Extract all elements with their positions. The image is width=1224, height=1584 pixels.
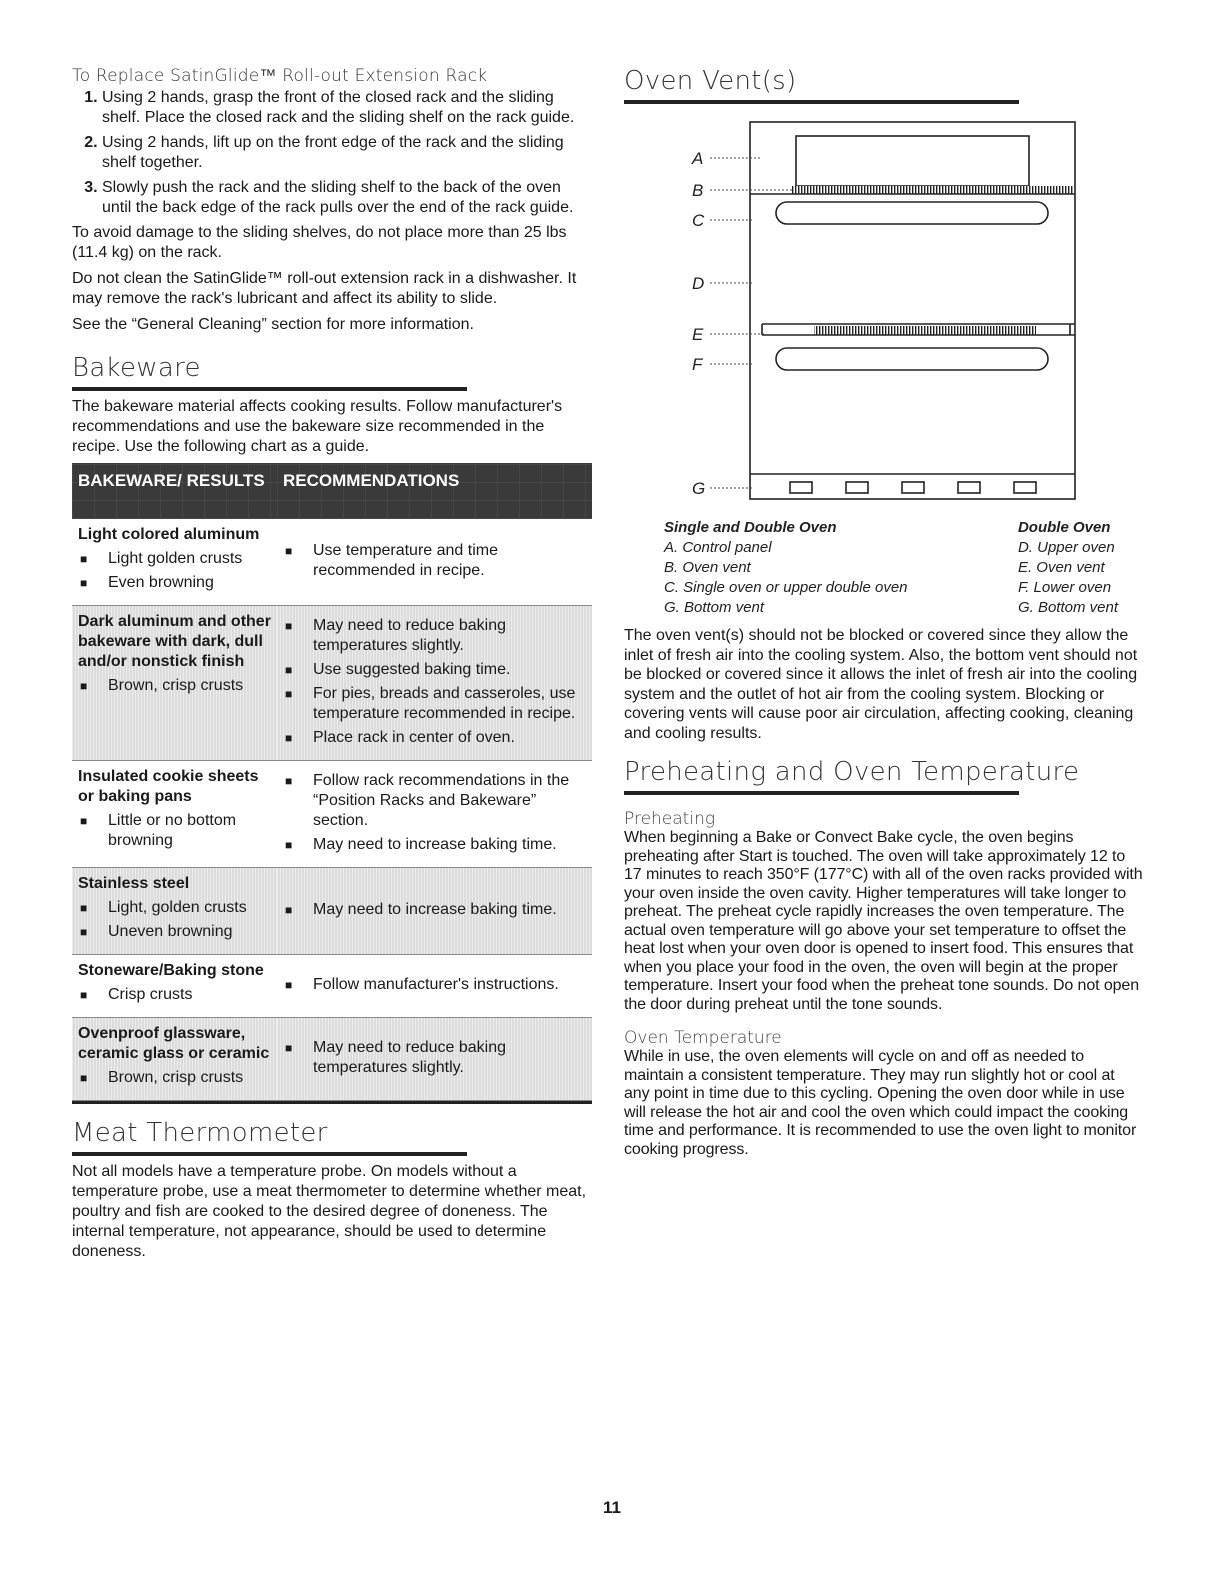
result-item: ■ Brown, crisp crusts — [78, 1068, 273, 1088]
vent-diagram — [624, 112, 1144, 502]
bakeware-table — [72, 463, 592, 1101]
label-f: F — [692, 355, 703, 374]
caption-item: G. Bottom vent — [1017, 599, 1118, 616]
table-row — [72, 519, 592, 606]
section-rule — [72, 387, 467, 391]
general-cleaning-ref: See the “General Cleaning” section for more information. — [72, 316, 474, 333]
material-name: Light colored aluminum — [78, 526, 260, 543]
caption-header-1: Single and Double Oven — [664, 519, 837, 536]
oven-vents-title: Oven Vent(s) — [624, 66, 797, 96]
label-g: G — [692, 479, 706, 498]
bakeware-title: Bakeware — [72, 353, 201, 383]
step-2: 2. Using 2 hands, lift up on the front edge of the rack and the sliding shelf together. — [102, 133, 592, 173]
vent-diagram-svg — [624, 112, 1144, 502]
material-name: Stoneware/Baking stone — [78, 962, 264, 979]
diagram-caption — [664, 518, 1118, 618]
table-end-rule — [72, 1101, 592, 1104]
recommendation-item: ■ For pies, breads and casseroles, use temperature recommended in recipe. — [283, 684, 588, 724]
caption-item: G. Bottom vent — [664, 599, 765, 616]
recommendation-item: ■ Use temperature and time recommended in recipe. — [283, 541, 588, 581]
table-row — [72, 761, 592, 868]
caption-col-2 — [1018, 518, 1118, 618]
caption-col-1 — [664, 518, 908, 618]
result-item: ■ Crisp crusts — [78, 985, 273, 1005]
table-row — [72, 868, 592, 955]
recommendation-item: ■ May need to increase baking time. — [283, 900, 588, 920]
right-column-lower — [624, 512, 1144, 1159]
result-item: ■ Light, golden crusts — [78, 898, 273, 918]
table-row — [72, 606, 592, 761]
result-item: ■ Little or no bottom browning — [78, 811, 273, 851]
section-rule — [72, 1152, 467, 1156]
material-name: Dark aluminum and other bakeware with dark, dull and/or nonstick finish — [78, 613, 271, 670]
material-name: Stainless steel — [78, 875, 190, 892]
preheating-title: Preheating and Oven Temperature — [624, 757, 1080, 787]
material-name: Ovenproof glassware, ceramic glass or ceramic — [78, 1025, 270, 1062]
caption-item: A. Control panel — [664, 539, 772, 556]
meat-thermometer-title: Meat Thermometer — [72, 1118, 328, 1148]
right-column — [624, 66, 1144, 110]
meat-thermometer-text: Not all models have a temperature probe. On models without a temperature probe, use a meat thermometer to determine whether meat, poultry and fish are cooked to the desired degree of doneness. The internal temperature, not appearance, should be used to determine doneness. — [72, 1163, 587, 1260]
header-recommendations: RECOMMENDATIONS — [277, 463, 592, 519]
section-rule — [624, 100, 1019, 104]
caption-header-2: Double Oven — [1017, 519, 1111, 536]
table-header — [72, 463, 592, 519]
section-rule — [624, 791, 1019, 795]
vent-text: The oven vent(s) should not be blocked or covered since they allow the inlet of fresh air into the cooling system. Also, the bottom vent should not be blocked or covered since it allows the inlet of fresh air into the cooling system and the outlet of hot air from the cooling system. Blocking or covering vents will cause poor air circulation, affecting cooking, cleaning and cooling results. — [624, 627, 1138, 742]
table-row — [72, 1018, 592, 1101]
caption-item: F. Lower oven — [1017, 579, 1112, 596]
caption-item: E. Oven vent — [1017, 559, 1105, 576]
recommendation-item: ■ May need to reduce baking temperatures slightly. — [283, 1038, 588, 1078]
header-bakeware: BAKEWARE/ RESULTS — [72, 463, 277, 519]
page-number: 11 — [603, 1498, 621, 1517]
result-item: ■ Uneven browning — [78, 922, 273, 942]
result-item: ■ Light golden crusts — [78, 549, 273, 569]
recommendation-item: ■ Place rack in center of oven. — [283, 728, 588, 748]
left-column — [72, 66, 592, 1268]
weight-warning: To avoid damage to the sliding shelves, do not place more than 25 lbs (11.4 kg) on the rack. — [72, 224, 567, 261]
step-3: 3. Slowly push the rack and the sliding shelf to the back of the oven until the back edge of the rack pulls over the end of the rack guide. — [102, 178, 592, 218]
preheating-text: When beginning a Bake or Convect Bake cycle, the oven begins preheating after Start is touched. The oven will take approximately 12 to 17 minutes to reach 350°F (177°C) with all of the oven racks provided with your oven inside the oven cavity. Higher temperatures will take longer to preheat. The preheat cycle rapidly increases the oven temperature. The actual oven temperature will go above your set temperature to offset the heat lost when your oven door is opened to insert food. This ensures that when you place your food in the oven, the oven will begin at the proper temperature. Insert your food when the preheat tone sounds. Do not open the door during preheat until the tone sounds. — [624, 829, 1143, 1013]
recommendation-item: ■ Follow manufacturer's instructions. — [283, 975, 588, 995]
label-d: D — [692, 274, 705, 293]
dishwasher-warning: Do not clean the SatinGlide™ roll-out extension rack in a dishwasher. It may remove the rack's lubricant and affect its ability to slide. — [72, 270, 577, 307]
label-a: A — [692, 149, 704, 168]
label-b: B — [692, 181, 704, 200]
result-item: ■ Even browning — [78, 573, 273, 593]
result-item: ■ Brown, crisp crusts — [78, 676, 273, 696]
recommendation-item: ■ Follow rack recommendations in the “Position Racks and Bakeware” section. — [283, 771, 588, 831]
step-1: 1. Using 2 hands, grasp the front of the closed rack and the sliding shelf. Place the closed rack and the sliding shelf on the rack guide. — [102, 88, 592, 128]
label-e: E — [692, 325, 704, 344]
replace-rack-title: To Replace SatinGlide™ Roll-out Extension Rack — [72, 66, 488, 86]
oven-temperature-text: While in use, the oven elements will cycle on and off as needed to maintain a consistent temperature. They may run slightly hot or cool at any point in time due to this cycling. Opening the oven door while in use will release the hot air and cool the oven which could impact the cooking time and performance. It is recommended to use the oven light to monitor cooking progress. — [624, 1048, 1137, 1158]
recommendation-item: ■ Use suggested baking time. — [283, 660, 588, 680]
recommendation-item: ■ May need to reduce baking temperatures slightly. — [283, 616, 588, 656]
caption-item: B. Oven vent — [664, 559, 751, 576]
oven-temperature-subtitle: Oven Temperature — [624, 1028, 782, 1048]
table-row — [72, 955, 592, 1018]
caption-item: C. Single oven or upper double oven — [664, 579, 908, 596]
material-name: Insulated cookie sheets or baking pans — [78, 768, 259, 805]
replace-steps — [72, 88, 592, 218]
bakeware-intro: The bakeware material affects cooking results. Follow manufacturer's recommendations and use the bakeware size recommended in the recipe. Use the following chart as a guide. — [72, 398, 563, 455]
label-c: C — [692, 211, 705, 230]
caption-item: D. Upper oven — [1017, 539, 1115, 556]
recommendation-item: ■ May need to increase baking time. — [283, 835, 588, 855]
preheating-subtitle: Preheating — [624, 809, 716, 829]
